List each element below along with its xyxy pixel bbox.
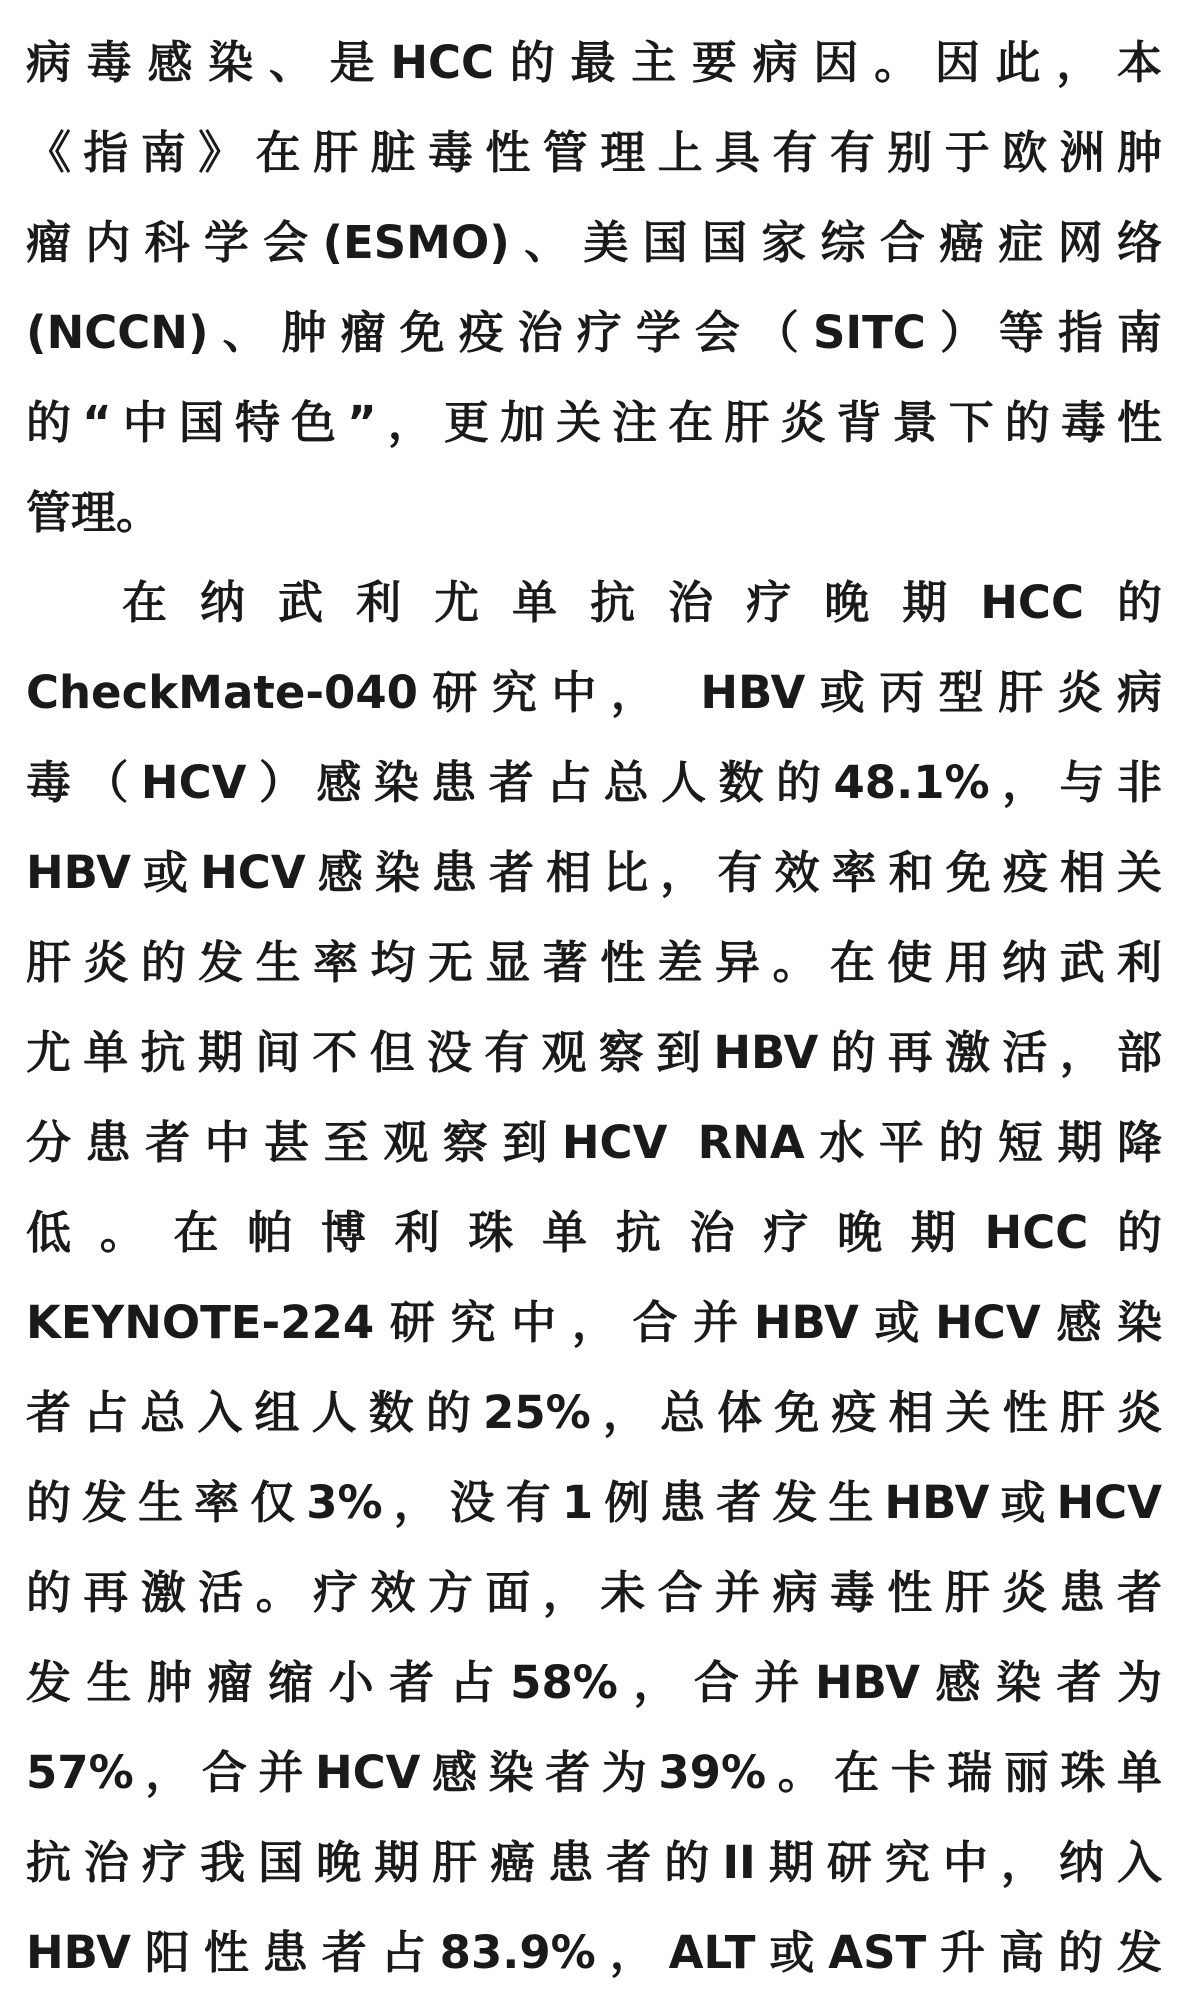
text-line: 管理。: [26, 486, 162, 539]
text-line: 发生肿瘤缩小者占58%，合并HBV感染者为: [26, 1656, 1162, 1709]
text-line: 57%，合并HCV感染者为39%。在卡瑞丽珠单: [26, 1746, 1162, 1799]
text-line: HBV或HCV感染患者相比，有效率和免疫相关: [26, 846, 1162, 899]
text-line: CheckMate-040研究中， HBV或丙型肝炎病: [26, 666, 1162, 719]
text-line: 瘤内科学会(ESMO)、美国国家综合癌症网络: [26, 216, 1162, 269]
text-line: KEYNOTE-224研究中，合并HBV或HCV感染: [26, 1296, 1162, 1349]
text-line: 的再激活。疗效方面，未合并病毒性肝炎患者: [26, 1566, 1162, 1619]
text-line: 《指南》在肝脏毒性管理上具有有别于欧洲肿: [26, 126, 1162, 179]
text-line: 分患者中甚至观察到HCV RNA水平的短期降: [26, 1116, 1162, 1169]
text-line: 在纳武利尤单抗治疗晚期HCC的: [122, 576, 1162, 629]
text-line: 低。在帕博利珠单抗治疗晚期HCC的: [26, 1206, 1162, 1259]
text-line: 肝炎的发生率均无显著性差异。在使用纳武利: [26, 936, 1162, 989]
text-line: HBV阳性患者占83.9%，ALT或AST升高的发: [26, 1926, 1162, 1979]
text-line: 抗治疗我国晚期肝癌患者的II期研究中，纳入: [26, 1836, 1162, 1889]
text-line: 的“中国特色”，更加关注在肝炎背景下的毒性: [26, 396, 1162, 449]
text-line: 者占总入组人数的25%，总体免疫相关性肝炎: [26, 1386, 1162, 1439]
paragraph-2: [26, 558, 1162, 1998]
text-line: 毒（HCV）感染患者占总人数的48.1%，与非: [26, 756, 1162, 809]
text-line: (NCCN)、肿瘤免疫治疗学会（SITC）等指南: [26, 306, 1162, 359]
text-line: 的发生率仅3%，没有1例患者发生HBV或HCV: [26, 1476, 1162, 1529]
paragraph-1: [26, 18, 1162, 558]
text-line: 病毒感染、是HCC的最主要病因。因此，本: [26, 36, 1162, 89]
text-line: 尤单抗期间不但没有观察到HBV的再激活，部: [26, 1026, 1162, 1079]
